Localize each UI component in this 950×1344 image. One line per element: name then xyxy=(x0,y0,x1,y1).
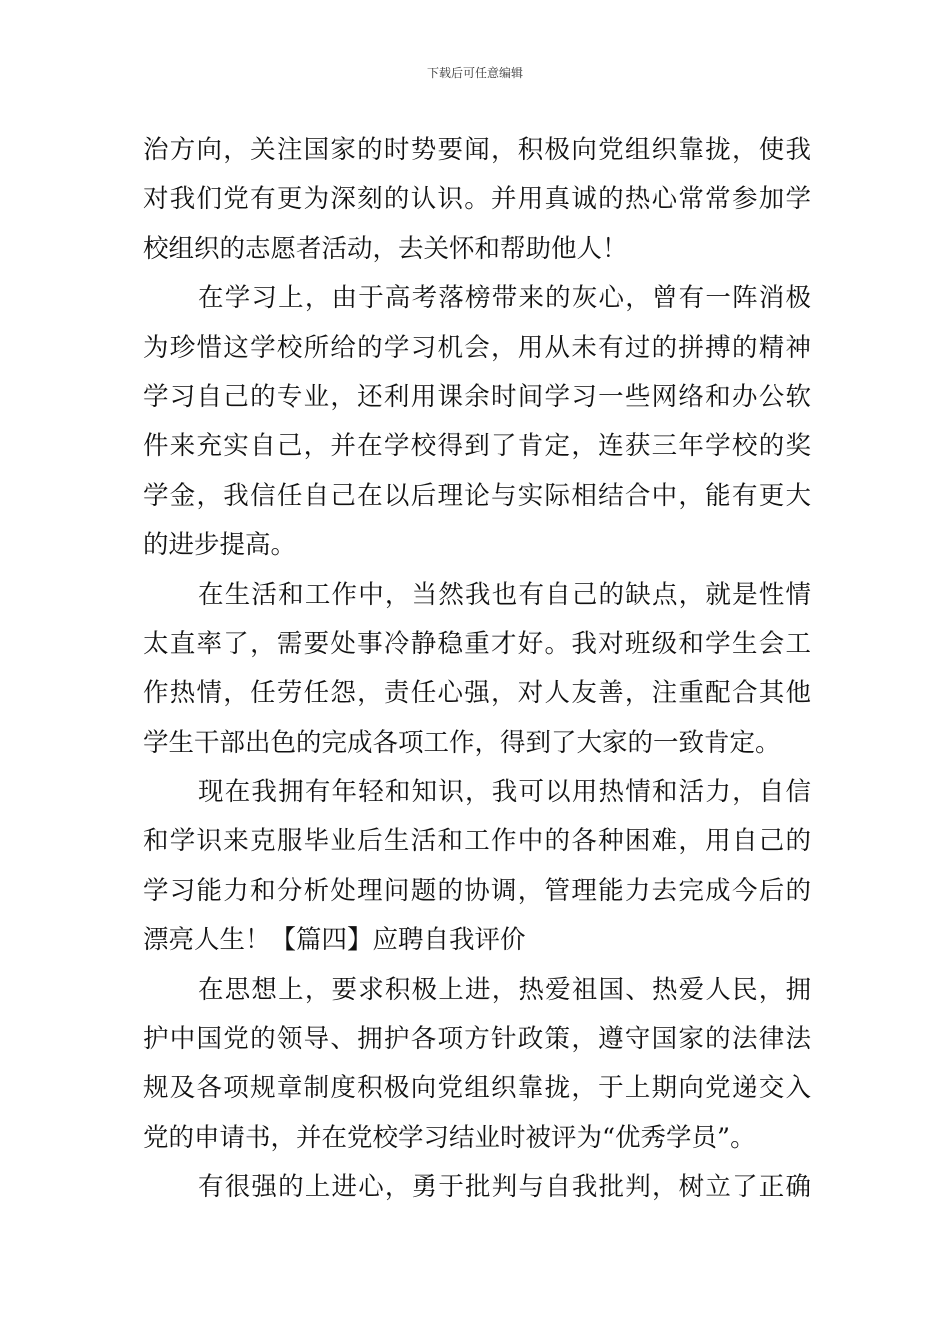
text-line: 学习自己的专业，还利用课余时间学习一些网络和办公软 xyxy=(143,381,811,412)
paragraph-first-line: 在思想上，要求积极上进，热爱祖国、热爱人民，拥 xyxy=(198,974,811,1005)
text-line: 件来充实自己，并在学校得到了肯定，连获三年学校的奖 xyxy=(143,431,811,462)
text-line: 治方向，关注国家的时势要闻，积极向党组织靠拢，使我 xyxy=(143,135,811,165)
text-line: 的进步提高。 xyxy=(143,530,297,561)
text-line: 党的申请书，并在党校学习结业时被评为“优秀学员”。 xyxy=(143,1122,756,1153)
text-line: 规及各项规章制度积极向党组织靠拢，于上期向党递交入 xyxy=(143,1073,811,1104)
paragraph-first-line: 有很强的上进心，勇于批判与自我批判，树立了正确 xyxy=(198,1172,811,1203)
text-line: 护中国党的领导、拥护各项方针政策，遵守国家的法律法 xyxy=(143,1024,811,1055)
text-line: 太直率了，需要处事冷静稳重才好。我对班级和学生会工 xyxy=(143,628,811,659)
text-line: 对我们党有更为深刻的认识。并用真诚的热心常常参加学 xyxy=(143,184,811,215)
text-line: 校组织的志愿者活动，去关怀和帮助他人！ xyxy=(143,233,628,264)
text-line: 和学识来克服毕业后生活和工作中的各种困难，用自己的 xyxy=(143,826,811,857)
text-line: 作热情，任劳任怨，责任心强，对人友善，注重配合其他 xyxy=(143,678,811,709)
paragraph-first-line: 在生活和工作中，当然我也有自己的缺点，就是性情 xyxy=(198,579,811,610)
text-line: 学习能力和分析处理问题的协调，管理能力去完成今后的 xyxy=(143,875,811,906)
paragraph-first-line: 现在我拥有年轻和知识，我可以用热情和活力，自信 xyxy=(198,777,811,808)
text-line: 学生干部出色的完成各项工作，得到了大家的一致肯定。 xyxy=(143,727,781,758)
page-header: 下载后可任意编辑 xyxy=(426,66,523,80)
document-body xyxy=(143,126,811,1213)
text-line: 漂亮人生！【篇四】应聘自我评价 xyxy=(143,925,526,956)
text-line: 为珍惜这学校所给的学习机会，用从未有过的拼搏的精神 xyxy=(143,332,811,363)
paragraph-first-line: 在学习上，由于高考落榜带来的灰心，曾有一阵消极 xyxy=(198,283,811,314)
text-line: 学金，我信任自己在以后理论与实际相结合中，能有更大 xyxy=(143,480,811,511)
